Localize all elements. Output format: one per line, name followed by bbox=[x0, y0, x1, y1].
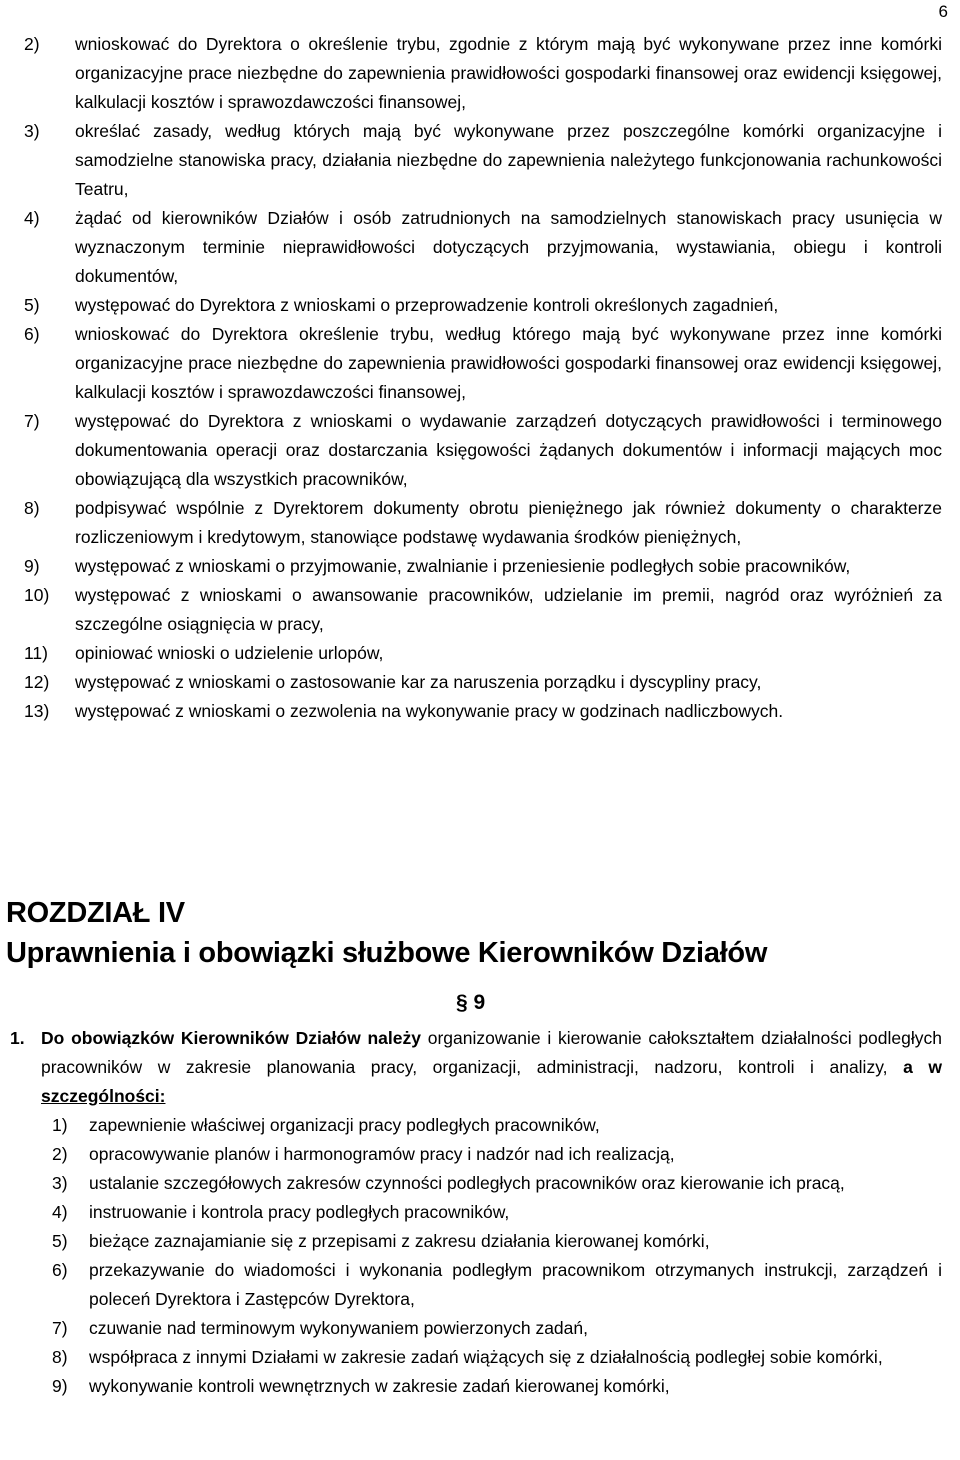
paragraph-symbol: § 9 bbox=[456, 991, 486, 1014]
item-number: 4) bbox=[52, 1202, 68, 1222]
section-bold-a: a w bbox=[903, 1057, 942, 1077]
duties-list bbox=[52, 1111, 942, 1401]
item-text: określać zasady, według których mają być wykonywane przez poszczególne komórki organizacyjne i samodzielne stanowiska pracy, działania niezbędne do zapewnienia należytego funkcjonowania rachunkowości Teatru, bbox=[75, 121, 942, 199]
item-text: wykonywanie kontroli wewnętrznych w zakresie zadań kierowanej komórki, bbox=[89, 1376, 670, 1396]
item-number: 13) bbox=[24, 701, 50, 721]
item-text: występować z wnioskami o przyjmowanie, zwalnianie i przeniesienie podległych sobie pracowników, bbox=[75, 556, 851, 576]
item-text: czuwanie nad terminowym wykonywaniem powierzonych zadań, bbox=[89, 1318, 588, 1338]
item-number: 7) bbox=[24, 411, 40, 431]
item-text: ustalanie szczegółowych zakresów czynności podległych pracowników oraz kierowanie ich pracą, bbox=[89, 1173, 845, 1193]
item-text: zapewnienie właściwej organizacji pracy podległych pracowników, bbox=[89, 1115, 600, 1135]
item-number: 9) bbox=[24, 556, 40, 576]
list-item bbox=[24, 117, 942, 204]
list-item bbox=[52, 1227, 942, 1256]
item-text: występować z wnioskami o zezwolenia na wykonywanie pracy w godzinach nadliczbowych. bbox=[75, 701, 784, 721]
item-number: 10) bbox=[24, 585, 50, 605]
item-text: opiniować wnioski o udzielenie urlopów, bbox=[75, 643, 384, 663]
item-number: 5) bbox=[52, 1231, 68, 1251]
section-1 bbox=[10, 1024, 942, 1401]
chapter-subtitle: Uprawnienia i obowiązki służbowe Kierowników Działów bbox=[6, 937, 768, 969]
item-text: instruowanie i kontrola pracy podległych pracowników, bbox=[89, 1202, 510, 1222]
section-number: 1. bbox=[10, 1028, 25, 1048]
item-text: występować z wnioskami o awansowanie pracowników, udzielanie im premii, nagród oraz wyróżnień za szczególne osiągnięcia w pracy, bbox=[75, 585, 942, 634]
list-item bbox=[24, 291, 942, 320]
item-number: 7) bbox=[52, 1318, 68, 1338]
section-body: organizowanie i kierowanie całokształtem działalności podległych pracowników w zakresie planowania pracy, organizacji, administracji, nadzoru, kontroli i analizy, bbox=[41, 1028, 942, 1077]
list-item bbox=[52, 1314, 942, 1343]
section-bold-lead: Do obowiązków Kierowników Działów należy bbox=[41, 1028, 421, 1048]
item-number: 3) bbox=[24, 121, 40, 141]
list-item bbox=[24, 407, 942, 494]
page-number: 6 bbox=[938, 2, 948, 21]
item-number: 2) bbox=[52, 1144, 68, 1164]
item-number: 2) bbox=[24, 34, 40, 54]
section-bold-underlined: szczególności: bbox=[41, 1086, 166, 1106]
chapter-title: ROZDZIAŁ IV bbox=[6, 897, 185, 929]
list-item bbox=[52, 1343, 942, 1372]
item-number: 11) bbox=[24, 643, 48, 663]
item-text: występować do Dyrektora z wnioskami o wydawanie zarządzeń dotyczących prawidłowości i terminowego dokumentowania operacji oraz dostarczania księgowości żądanych dokumentów i informacji mających moc obowiązującą dla wszystkich pracowników, bbox=[75, 411, 942, 489]
section-paragraph bbox=[10, 1024, 942, 1111]
section-text bbox=[41, 1024, 942, 1111]
item-text: bieżące zaznajamianie się z przepisami z zakresu działania kierowanej komórki, bbox=[89, 1231, 710, 1251]
item-text: opracowywanie planów i harmonogramów pracy i nadzór nad ich realizacją, bbox=[89, 1144, 675, 1164]
item-text: współpraca z innymi Działami w zakresie zadań wiążących się z działalnością podległej sobie komórki, bbox=[89, 1347, 883, 1367]
item-text: występować z wnioskami o zastosowanie kar za naruszenia porządku i dyscypliny pracy, bbox=[75, 672, 762, 692]
list-item bbox=[24, 552, 942, 581]
list-item bbox=[24, 204, 942, 291]
item-number: 4) bbox=[24, 208, 40, 228]
item-number: 8) bbox=[52, 1347, 68, 1367]
item-text: występować do Dyrektora z wnioskami o przeprowadzenie kontroli określonych zagadnień, bbox=[75, 295, 779, 315]
list-item bbox=[52, 1169, 942, 1198]
item-number: 3) bbox=[52, 1173, 68, 1193]
item-text: podpisywać wspólnie z Dyrektorem dokumenty obrotu pieniężnego jak również dokumenty o charakterze rozliczeniowym i kredytowym, stanowiące podstawę wydawania środków pieniężnych, bbox=[75, 498, 942, 547]
item-number: 1) bbox=[52, 1115, 68, 1135]
list-item bbox=[52, 1256, 942, 1314]
item-text: wnioskować do Dyrektora o określenie trybu, zgodnie z którym mają być wykonywane przez inne komórki organizacyjne prace niezbędne do zapewnienia prawidłowości gospodarki finansowej oraz ewidencji księgowej, kalkulacji kosztów i sprawozdawczości finansowej, bbox=[75, 34, 942, 112]
list-item bbox=[24, 581, 942, 639]
item-number: 5) bbox=[24, 295, 40, 315]
item-number: 12) bbox=[24, 672, 50, 692]
item-number: 8) bbox=[24, 498, 40, 518]
list-item bbox=[24, 320, 942, 407]
item-text: przekazywanie do wiadomości i wykonania podległym pracownikom otrzymanych instrukcji, zarządzeń i poleceń Dyrektora i Zastępców Dyrektora, bbox=[89, 1260, 942, 1309]
list-item bbox=[52, 1198, 942, 1227]
list-item bbox=[52, 1372, 942, 1401]
item-text: wnioskować do Dyrektora określenie trybu, według którego mają być wykonywane przez inne komórki organizacyjne prace niezbędne do zapewnienia prawidłowości gospodarki finansowej oraz ewidencji księgowej, kalkulacji kosztów i sprawozdawczości finansowej, bbox=[75, 324, 942, 402]
list-item bbox=[52, 1140, 942, 1169]
item-text: żądać od kierowników Działów i osób zatrudnionych na samodzielnych stanowiskach pracy usunięcia w wyznaczonym terminie nieprawidłowości dotyczących przyjmowania, wystawiania, obiegu i kontroli dokumentów, bbox=[75, 208, 942, 286]
list-item bbox=[24, 668, 942, 697]
list-item bbox=[24, 639, 942, 668]
item-number: 6) bbox=[24, 324, 40, 344]
list-item bbox=[24, 30, 942, 117]
list-item bbox=[24, 697, 942, 726]
item-number: 9) bbox=[52, 1376, 68, 1396]
powers-list bbox=[24, 30, 942, 726]
list-item bbox=[24, 494, 942, 552]
list-item bbox=[52, 1111, 942, 1140]
item-number: 6) bbox=[52, 1260, 68, 1280]
